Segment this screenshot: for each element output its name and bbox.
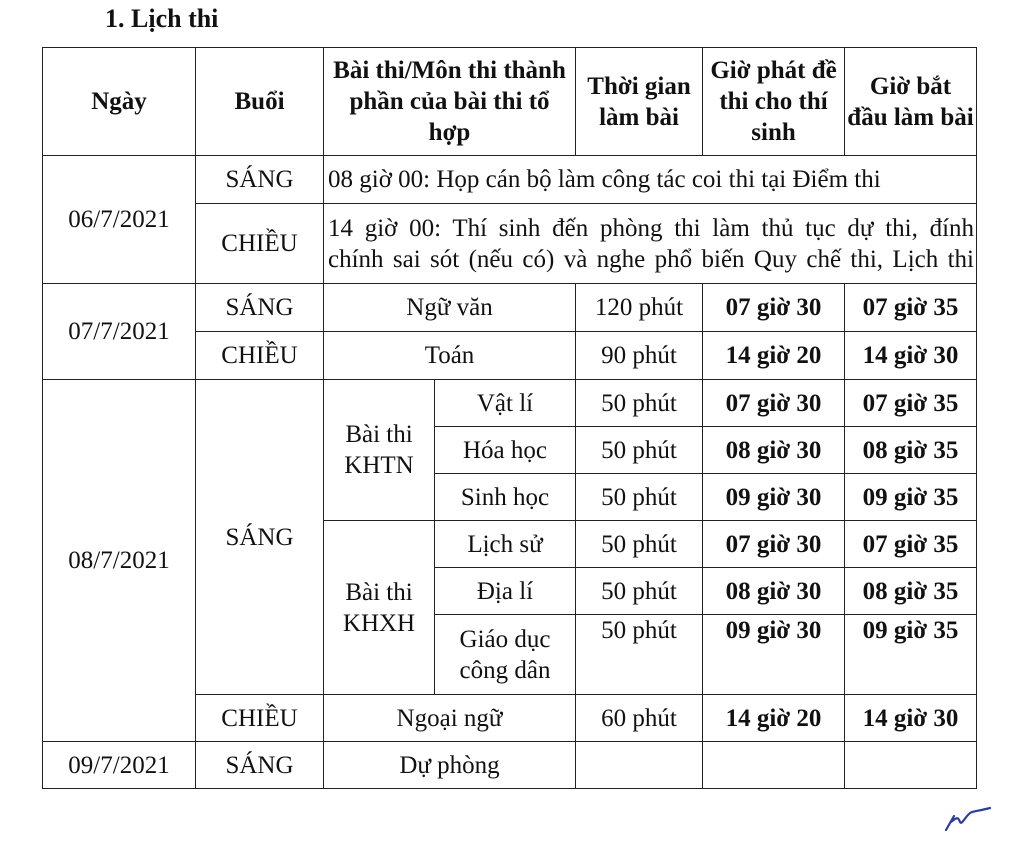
start-time-cell: 07 giờ 35 <box>845 521 977 568</box>
group-label: KHXH <box>342 609 416 637</box>
paper-time-cell: 14 giờ 20 <box>703 695 845 742</box>
duration-cell: 50 phút <box>576 427 703 474</box>
session-cell: CHIỀU <box>196 332 324 380</box>
subject-cell: Dự phòng <box>324 742 576 789</box>
table-row <box>43 284 977 332</box>
header-paper-time: Giờ phát đề thi cho thí sinh <box>703 48 845 156</box>
note-line: chính sai sót (nếu có) và nghe phổ biến Quy chế thi, Lịch thi <box>328 245 975 273</box>
paper-time-cell: 07 giờ 30 <box>703 521 845 568</box>
paper-time-cell: 08 giờ 30 <box>703 568 845 615</box>
paper-time-cell: 07 giờ 30 <box>703 380 845 427</box>
subject-cell: Địa lí <box>435 568 576 615</box>
group-cell-khxh <box>324 521 435 695</box>
group-label: KHTN <box>344 452 414 479</box>
start-time-cell <box>845 742 977 789</box>
subject-cell: Hóa học <box>435 427 576 474</box>
session-cell: CHIỀU <box>196 204 324 284</box>
date-cell: 07/7/2021 <box>43 284 196 380</box>
start-time-cell: 09 giờ 35 <box>845 615 977 695</box>
paper-time-cell: 09 giờ 30 <box>703 615 845 695</box>
duration-cell: 50 phút <box>576 521 703 568</box>
subject-cell: Giáo dục công dân <box>435 615 576 695</box>
group-cell-khtn <box>324 380 435 521</box>
date-cell: 06/7/2021 <box>43 156 196 284</box>
header-subject: Bài thi/Môn thi thành phần của bài thi tổ hợp <box>324 48 576 156</box>
start-time-cell: 09 giờ 35 <box>845 474 977 521</box>
duration-cell: 60 phút <box>576 695 703 742</box>
start-time-cell: 07 giờ 35 <box>845 380 977 427</box>
date-cell: 09/7/2021 <box>43 742 196 789</box>
duration-cell: 50 phút <box>576 568 703 615</box>
initials-signature <box>942 800 992 836</box>
start-time-cell: 14 giờ 30 <box>845 695 977 742</box>
paper-time-cell: 14 giờ 20 <box>703 332 845 380</box>
paper-time-cell <box>703 742 845 789</box>
session-cell: SÁNG <box>196 156 324 204</box>
session-cell: SÁNG <box>196 742 324 789</box>
duration-cell: 50 phút <box>576 474 703 521</box>
table-row <box>43 742 977 789</box>
header-duration: Thời gian làm bài <box>576 48 703 156</box>
note-line: 14 giờ 00: Thí sinh đến phòng thi làm thủ tục dự thi, đính <box>328 214 975 242</box>
table-row <box>43 156 977 204</box>
note-cell: 08 giờ 00: Họp cán bộ làm công tác coi thi tại Điểm thi <box>324 156 977 204</box>
header-day: Ngày <box>43 48 196 156</box>
start-time-cell: 08 giờ 35 <box>845 427 977 474</box>
subject-cell: Vật lí <box>435 380 576 427</box>
header-start-time: Giờ bắt đầu làm bài <box>845 48 977 156</box>
exam-schedule-table <box>42 47 977 789</box>
start-time-cell: 14 giờ 30 <box>845 332 977 380</box>
subject-cell: Toán <box>324 332 576 380</box>
subject-cell: Lịch sử <box>435 521 576 568</box>
subject-cell: Ngoại ngữ <box>324 695 576 742</box>
duration-cell: 90 phút <box>576 332 703 380</box>
header-row <box>43 48 977 156</box>
session-cell: CHIỀU <box>196 695 324 742</box>
duration-cell <box>576 742 703 789</box>
group-label: Bài thi <box>345 421 413 448</box>
date-cell: 08/7/2021 <box>43 380 196 742</box>
table-row <box>43 380 977 427</box>
session-cell: SÁNG <box>196 380 324 695</box>
paper-time-cell: 08 giờ 30 <box>703 427 845 474</box>
paper-time-cell: 09 giờ 30 <box>703 474 845 521</box>
section-heading: 1. Lịch thi <box>105 4 219 33</box>
header-session: Buổi <box>196 48 324 156</box>
start-time-cell: 08 giờ 35 <box>845 568 977 615</box>
subject-cell: Ngữ văn <box>324 284 576 332</box>
paper-time-cell: 07 giờ 30 <box>703 284 845 332</box>
subject-cell: Sinh học <box>435 474 576 521</box>
start-time-cell: 07 giờ 35 <box>845 284 977 332</box>
duration-cell: 50 phút <box>576 380 703 427</box>
note-cell <box>324 204 977 284</box>
session-cell: SÁNG <box>196 284 324 332</box>
group-label: Bài thi <box>345 578 413 606</box>
duration-cell: 120 phút <box>576 284 703 332</box>
duration-cell: 50 phút <box>576 615 703 695</box>
